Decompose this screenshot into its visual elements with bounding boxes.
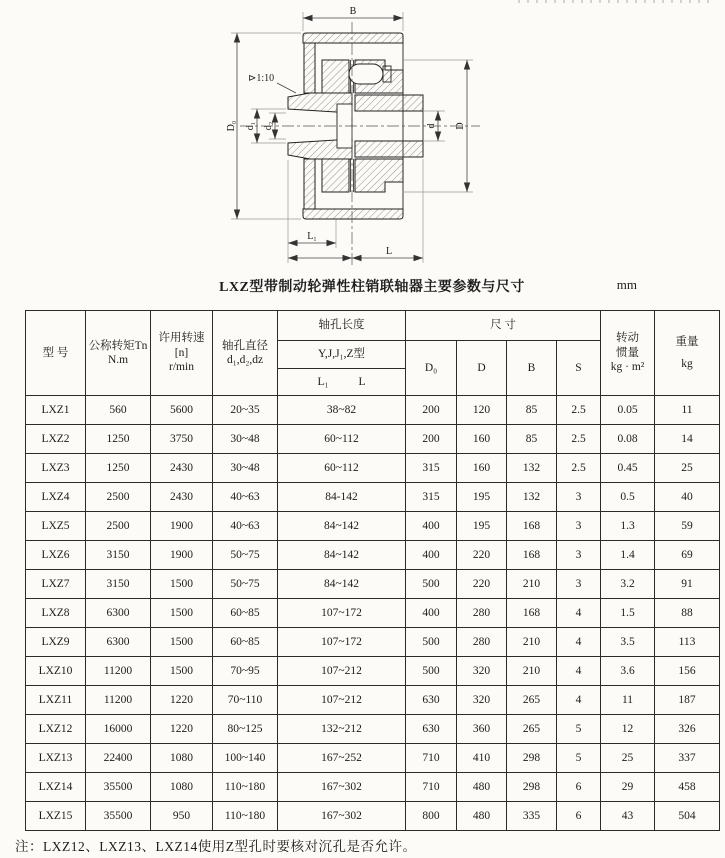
table-cell: 1900 <box>151 541 213 570</box>
table-cell: 167~252 <box>278 744 406 773</box>
cell-model: LXZ9 <box>26 628 86 657</box>
coupling-section-drawing <box>0 0 725 272</box>
table-cell: 160 <box>457 425 507 454</box>
table-cell: 85 <box>507 425 557 454</box>
table-cell: 195 <box>457 512 507 541</box>
col-header-B: B <box>507 341 557 396</box>
table-cell: 29 <box>601 773 655 802</box>
table-cell: 298 <box>507 744 557 773</box>
table-row <box>26 541 720 570</box>
header-line: 重量 <box>675 335 699 348</box>
table-cell: 2430 <box>151 483 213 512</box>
table-cell: 110~180 <box>213 802 278 831</box>
table-cell: 2.5 <box>557 396 601 425</box>
table-cell: 30~48 <box>213 454 278 483</box>
header-line: N.m <box>107 354 129 366</box>
col-header-D: D <box>457 341 507 396</box>
col-header-L1-L <box>278 369 406 396</box>
table-cell: 1500 <box>151 628 213 657</box>
table-cell: 43 <box>601 802 655 831</box>
cell-model: LXZ3 <box>26 454 86 483</box>
table-cell: 60~85 <box>213 599 278 628</box>
table-cell: 3 <box>557 541 601 570</box>
footnote: 注：LXZ12、LXZ13、LXZ14使用Z型孔时要核对沉孔是否允许。 <box>15 839 417 854</box>
table-cell: 60~112 <box>278 454 406 483</box>
table-cell: 1250 <box>86 425 151 454</box>
cell-model: LXZ8 <box>26 599 86 628</box>
table-cell: 210 <box>507 628 557 657</box>
table-cell: 187 <box>655 686 720 715</box>
table-cell: 3.2 <box>601 570 655 599</box>
table-cell: 220 <box>457 541 507 570</box>
col-header-S: S <box>557 341 601 396</box>
table-cell: 500 <box>406 657 457 686</box>
table-cell: 167~302 <box>278 802 406 831</box>
table-row <box>26 425 720 454</box>
table-cell: 50~75 <box>213 570 278 599</box>
table-cell: 40~63 <box>213 483 278 512</box>
table-cell: 360 <box>457 715 507 744</box>
table-row <box>26 802 720 831</box>
title-bar <box>25 276 719 298</box>
table-cell: 315 <box>406 483 457 512</box>
table-cell: 2500 <box>86 512 151 541</box>
cell-model: LXZ12 <box>26 715 86 744</box>
table-cell: 630 <box>406 715 457 744</box>
table-cell: 20~35 <box>213 396 278 425</box>
table-cell: 120 <box>457 396 507 425</box>
table-cell: 1.5 <box>601 599 655 628</box>
table-cell: 400 <box>406 541 457 570</box>
table-cell: 168 <box>507 541 557 570</box>
table-cell: 2.5 <box>557 454 601 483</box>
table-cell: 210 <box>507 570 557 599</box>
table-row <box>26 570 720 599</box>
table-cell: 480 <box>457 773 507 802</box>
table-cell: 60~85 <box>213 628 278 657</box>
dim-label-D0: D₀ <box>226 120 237 132</box>
table-cell: 100~140 <box>213 744 278 773</box>
table-cell: 320 <box>457 686 507 715</box>
table-cell: 1500 <box>151 657 213 686</box>
elastic-pin <box>349 64 383 84</box>
table-cell: 107~172 <box>278 628 406 657</box>
table-cell: 315 <box>406 454 457 483</box>
header-L: L <box>358 375 366 388</box>
table-cell: 2.5 <box>557 425 601 454</box>
cell-model: LXZ6 <box>26 541 86 570</box>
table-cell: 280 <box>457 599 507 628</box>
table-cell: 326 <box>655 715 720 744</box>
table-cell: 3.6 <box>601 657 655 686</box>
header-line: 惯量 <box>616 346 639 359</box>
header-line: 许用转速 <box>158 332 205 345</box>
table-cell: 265 <box>507 686 557 715</box>
table-cell: 3150 <box>86 570 151 599</box>
table-cell: 160 <box>457 454 507 483</box>
header-line: 转动 <box>616 332 639 345</box>
table-cell: 132 <box>507 483 557 512</box>
table-cell: 0.08 <box>601 425 655 454</box>
table-cell: 630 <box>406 686 457 715</box>
table-cell: 107~212 <box>278 657 406 686</box>
table-cell: 69 <box>655 541 720 570</box>
table-cell: 950 <box>151 802 213 831</box>
table-cell: 210 <box>507 657 557 686</box>
cell-model: LXZ15 <box>26 802 86 831</box>
table-row <box>26 512 720 541</box>
cell-model: LXZ14 <box>26 773 86 802</box>
dim-label-D: D <box>455 122 466 130</box>
table-cell: 35500 <box>86 773 151 802</box>
table-cell: 710 <box>406 773 457 802</box>
header-line: [n] <box>174 346 189 359</box>
table-cell: 84~142 <box>278 541 406 570</box>
table-row <box>26 773 720 802</box>
table-cell: 25 <box>655 454 720 483</box>
table-cell: 337 <box>655 744 720 773</box>
table-cell: 6300 <box>86 599 151 628</box>
cell-model: LXZ11 <box>26 686 86 715</box>
table-cell: 560 <box>86 396 151 425</box>
cell-model: LXZ2 <box>26 425 86 454</box>
table-cell: 1.3 <box>601 512 655 541</box>
table-cell: 1500 <box>151 599 213 628</box>
unit-label: mm <box>616 277 637 292</box>
dim-label-L: L <box>385 246 393 257</box>
table-cell: 800 <box>406 802 457 831</box>
table-cell: 50~75 <box>213 541 278 570</box>
table-cell: 1220 <box>151 715 213 744</box>
table-row <box>26 396 720 425</box>
header-line: 公称转矩Tn <box>88 339 148 352</box>
table-cell: 168 <box>507 599 557 628</box>
table-cell: 3 <box>557 483 601 512</box>
table-cell: 59 <box>655 512 720 541</box>
table-cell: 85 <box>507 396 557 425</box>
table-cell: 0.05 <box>601 396 655 425</box>
cell-model: LXZ4 <box>26 483 86 512</box>
table-cell: 168 <box>507 512 557 541</box>
table-cell: 1500 <box>151 570 213 599</box>
table-cell: 167~302 <box>278 773 406 802</box>
table-row <box>26 628 720 657</box>
table-cell: 12 <box>601 715 655 744</box>
table-cell: 6 <box>557 802 601 831</box>
table-cell: 2500 <box>86 483 151 512</box>
table-cell: 480 <box>457 802 507 831</box>
table-cell: 1080 <box>151 773 213 802</box>
table-cell: 504 <box>655 802 720 831</box>
table-cell: 0.5 <box>601 483 655 512</box>
table-cell: 400 <box>406 599 457 628</box>
table-cell: 5 <box>557 715 601 744</box>
table-cell: 40~63 <box>213 512 278 541</box>
table-cell: 1250 <box>86 454 151 483</box>
table-cell: 3 <box>557 570 601 599</box>
table-cell: 11 <box>601 686 655 715</box>
table-cell: 3750 <box>151 425 213 454</box>
col-header-speed <box>151 311 213 396</box>
col-header-bore-types: Y,J,J₁,Z型 <box>278 341 406 369</box>
cell-model: LXZ7 <box>26 570 86 599</box>
table-cell: 11 <box>655 396 720 425</box>
table-cell: 3150 <box>86 541 151 570</box>
table-cell: 4 <box>557 599 601 628</box>
cell-model: LXZ13 <box>26 744 86 773</box>
table-cell: 6300 <box>86 628 151 657</box>
table-cell: 14 <box>655 425 720 454</box>
table-cell: 132 <box>507 454 557 483</box>
header-L1: L₁ <box>317 375 329 388</box>
table-cell: 280 <box>457 628 507 657</box>
table-cell: 200 <box>406 396 457 425</box>
table-cell: 11200 <box>86 686 151 715</box>
table-cell: 84~142 <box>278 512 406 541</box>
table-cell: 458 <box>655 773 720 802</box>
table-cell: 22400 <box>86 744 151 773</box>
table-cell: 500 <box>406 628 457 657</box>
dim-label-L1: L₁ <box>307 231 317 242</box>
table-cell: 3.5 <box>601 628 655 657</box>
table-cell: 107~172 <box>278 599 406 628</box>
table-cell: 107~212 <box>278 686 406 715</box>
col-header-weight <box>655 311 720 396</box>
dim-label-d1: d₁ <box>245 121 256 131</box>
table-row <box>26 454 720 483</box>
table-cell: 4 <box>557 657 601 686</box>
cell-model: LXZ5 <box>26 512 86 541</box>
col-header-inertia <box>601 311 655 396</box>
table-cell: 84-142 <box>278 483 406 512</box>
table-cell: 88 <box>655 599 720 628</box>
table-cell: 4 <box>557 686 601 715</box>
taper-label: ⊳1:10 <box>248 73 275 84</box>
table-cell: 410 <box>457 744 507 773</box>
table-row <box>26 599 720 628</box>
table-cell: 4 <box>557 628 601 657</box>
table-cell: 1220 <box>151 686 213 715</box>
table-cell: 70~95 <box>213 657 278 686</box>
table-cell: 113 <box>655 628 720 657</box>
table-cell: 200 <box>406 425 457 454</box>
table-cell: 335 <box>507 802 557 831</box>
dim-label-d: d <box>426 123 437 129</box>
table-cell: 91 <box>655 570 720 599</box>
table-row <box>26 744 720 773</box>
table-cell: 60~112 <box>278 425 406 454</box>
table-cell: 70~110 <box>213 686 278 715</box>
table-cell: 220 <box>457 570 507 599</box>
col-header-torque <box>86 311 151 396</box>
table-cell: 156 <box>655 657 720 686</box>
table-cell: 500 <box>406 570 457 599</box>
header-line: kg · m² <box>610 361 645 374</box>
table-cell: 25 <box>601 744 655 773</box>
table-cell: 1900 <box>151 512 213 541</box>
table-cell: 84~142 <box>278 570 406 599</box>
cell-model: LXZ1 <box>26 396 86 425</box>
table-cell: 80~125 <box>213 715 278 744</box>
header-line: kg <box>681 358 693 370</box>
table-cell: 3 <box>557 512 601 541</box>
dim-label-B: B <box>349 6 357 17</box>
parameters-table <box>25 310 720 831</box>
table-cell: 40 <box>655 483 720 512</box>
dim-label-d2: d₂ <box>263 121 274 131</box>
table-cell: 30~48 <box>213 425 278 454</box>
table-cell: 195 <box>457 483 507 512</box>
table-row <box>26 686 720 715</box>
col-header-bore-diameter <box>213 311 278 396</box>
table-cell: 11200 <box>86 657 151 686</box>
table-title: LXZ型带制动轮弹性柱销联轴器主要参数与尺寸 <box>219 280 525 295</box>
table-cell: 298 <box>507 773 557 802</box>
header-line: d₁,d₂,dz <box>226 354 264 366</box>
table-cell: 5600 <box>151 396 213 425</box>
table-cell: 265 <box>507 715 557 744</box>
table-cell: 0.45 <box>601 454 655 483</box>
table-row <box>26 657 720 686</box>
table-cell: 1.4 <box>601 541 655 570</box>
col-header-bore-length: 轴孔长度 <box>278 311 406 341</box>
table-cell: 5 <box>557 744 601 773</box>
table-cell: 6 <box>557 773 601 802</box>
header-line: 轴孔直径 <box>222 339 268 352</box>
header-line: r/min <box>169 361 194 374</box>
table-cell: 320 <box>457 657 507 686</box>
table-cell: 132~212 <box>278 715 406 744</box>
table-cell: 16000 <box>86 715 151 744</box>
col-header-D0: D₀ <box>406 341 457 396</box>
table-cell: 38~82 <box>278 396 406 425</box>
col-header-model: 型 号 <box>26 311 86 396</box>
table-cell: 2430 <box>151 454 213 483</box>
table-row <box>26 715 720 744</box>
pin-collar <box>383 66 391 82</box>
col-header-dimensions: 尺 寸 <box>406 311 601 341</box>
cell-model: LXZ10 <box>26 657 86 686</box>
table-cell: 1080 <box>151 744 213 773</box>
table-cell: 710 <box>406 744 457 773</box>
table-row <box>26 483 720 512</box>
table-cell: 400 <box>406 512 457 541</box>
table-cell: 110~180 <box>213 773 278 802</box>
table-cell: 35500 <box>86 802 151 831</box>
